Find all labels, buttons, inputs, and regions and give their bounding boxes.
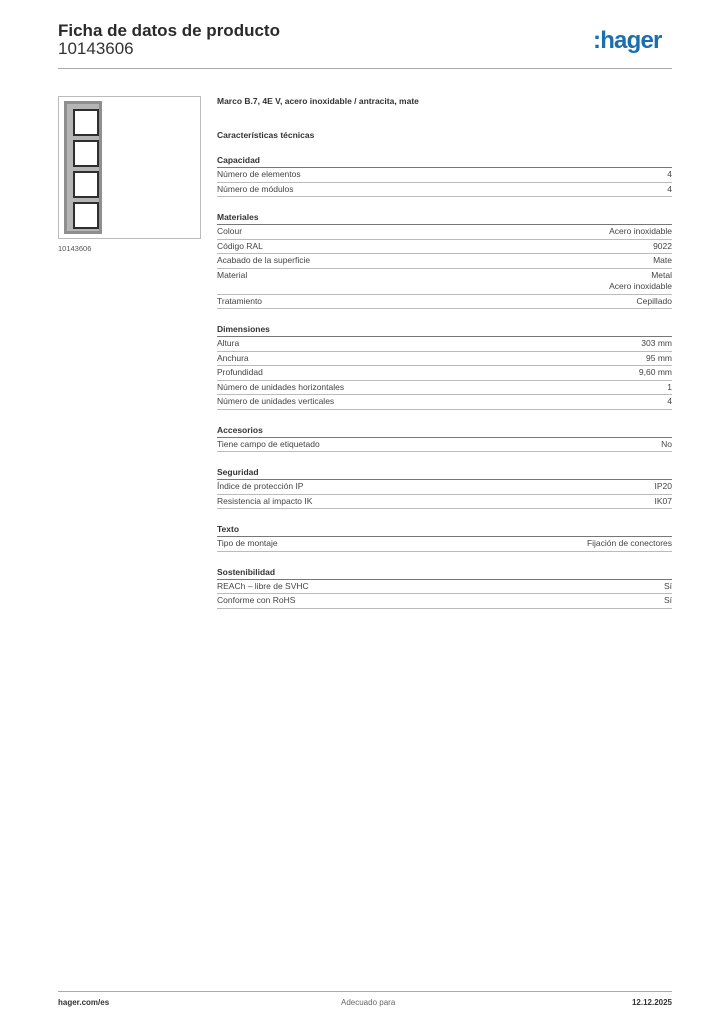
section-title: Dimensiones (217, 324, 672, 337)
spec-row (217, 594, 672, 609)
spec-label: Código RAL (217, 240, 263, 251)
spec-label: Resistencia al impacto IK (217, 495, 313, 506)
spec-value-line: 1 (667, 381, 672, 392)
header-divider (58, 68, 672, 69)
spec-row (217, 183, 672, 198)
spec-label: Número de módulos (217, 183, 294, 194)
spec-label: Número de unidades verticales (217, 396, 335, 406)
spec-label: Acabado de la superficie (217, 255, 311, 265)
spec-section (217, 467, 672, 509)
spec-value (609, 270, 672, 293)
section-title: Materiales (217, 212, 672, 225)
footer-date: 12.12.2025 (631, 998, 672, 1007)
frame-opening (73, 171, 99, 198)
section-title: Texto (217, 524, 672, 537)
spec-value (661, 439, 672, 451)
spec-section (217, 567, 672, 609)
spec-row (217, 537, 672, 552)
spec-value (641, 338, 672, 350)
spec-value (664, 581, 672, 593)
spec-row (217, 395, 672, 410)
spec-value-line: Mate (653, 255, 672, 265)
spec-section (217, 425, 672, 453)
product-name: Marco B.7, 4E V, acero inoxidable / antracita, mate (217, 96, 419, 106)
spec-value (637, 296, 672, 308)
spec-value-line: 9022 (653, 240, 672, 251)
spec-value-line: 95 mm (646, 352, 672, 363)
spec-value-line: 9,60 mm (638, 367, 672, 377)
spec-label: REACh – libre de SVHC (217, 580, 309, 591)
spec-value-line: IP20 (654, 481, 672, 491)
spec-value-line: Fijación de conectores (586, 538, 672, 548)
spec-value (667, 396, 672, 408)
spec-label: Tratamiento (217, 295, 263, 306)
spec-section (217, 155, 672, 197)
spec-value (667, 382, 672, 394)
spec-value (653, 241, 672, 253)
section-title: Capacidad (217, 155, 672, 168)
spec-value-line: Acero inoxidable (609, 281, 672, 291)
hager-logo: :hager (593, 27, 662, 54)
frame-opening (73, 140, 99, 167)
spec-row (217, 254, 672, 269)
spec-value (664, 595, 672, 607)
spec-value-line: Sí (663, 580, 672, 591)
frame-graphic (64, 101, 102, 234)
footer-center-text: Adecuado para (341, 998, 396, 1007)
product-number: 10143606 (58, 39, 134, 58)
section-title: Accesorios (217, 425, 672, 438)
spec-value (646, 353, 672, 365)
spec-value (667, 169, 672, 181)
spec-section (217, 524, 672, 552)
spec-section (217, 324, 672, 410)
spec-value-line: Sí (663, 595, 672, 605)
spec-value (655, 496, 673, 508)
image-caption: 10143606 (58, 244, 92, 253)
frame-opening (73, 109, 99, 136)
spec-row (217, 168, 672, 183)
spec-label: Colour (217, 226, 243, 236)
spec-section (217, 212, 672, 309)
spec-value (587, 538, 672, 550)
spec-label: Tiene campo de etiquetado (217, 438, 320, 449)
spec-label: Número de unidades horizontales (217, 381, 345, 392)
spec-value-line: Acero inoxidable (609, 226, 672, 236)
page-title: Ficha de datos de producto (58, 21, 280, 40)
spec-row (217, 225, 672, 240)
spec-value (655, 481, 673, 493)
footer-divider (58, 991, 672, 992)
spec-value-line: Metal (651, 269, 672, 280)
spec-content (217, 95, 672, 609)
spec-label: Número de elementos (217, 169, 301, 179)
spec-value-line: 303 mm (641, 338, 672, 348)
product-image (58, 96, 201, 239)
spec-value-line: Cepillado (636, 295, 672, 306)
spec-label: Conforme con RoHS (217, 595, 296, 605)
spec-row (217, 337, 672, 352)
spec-row (217, 580, 672, 595)
tech-title: Características técnicas (217, 130, 315, 140)
spec-row (217, 366, 672, 381)
spec-value (653, 255, 672, 267)
spec-value-line: 4 (667, 183, 672, 194)
spec-row (217, 381, 672, 396)
footer-website: hager.com/es (58, 998, 110, 1007)
spec-value-line: 4 (667, 169, 672, 179)
spec-row (217, 480, 672, 495)
spec-value (639, 367, 672, 379)
spec-row (217, 240, 672, 255)
spec-label: Tipo de montaje (217, 538, 278, 548)
spec-label: Altura (217, 338, 240, 348)
spec-row (217, 495, 672, 510)
spec-row (217, 438, 672, 453)
spec-row (217, 269, 672, 295)
section-title: Sostenibilidad (217, 567, 672, 580)
spec-value (667, 184, 672, 196)
frame-opening (73, 202, 99, 229)
spec-value (609, 226, 672, 238)
spec-label: Anchura (217, 352, 249, 363)
spec-value-line: 4 (667, 396, 672, 406)
spec-sections (217, 155, 672, 609)
spec-label: Índice de protección IP (217, 481, 304, 491)
spec-value-line: IK07 (654, 495, 672, 506)
spec-value-line: No (661, 438, 672, 449)
spec-label: Material (217, 269, 248, 280)
section-title: Seguridad (217, 467, 672, 480)
spec-row (217, 295, 672, 310)
spec-label: Profundidad (217, 367, 263, 377)
spec-row (217, 352, 672, 367)
